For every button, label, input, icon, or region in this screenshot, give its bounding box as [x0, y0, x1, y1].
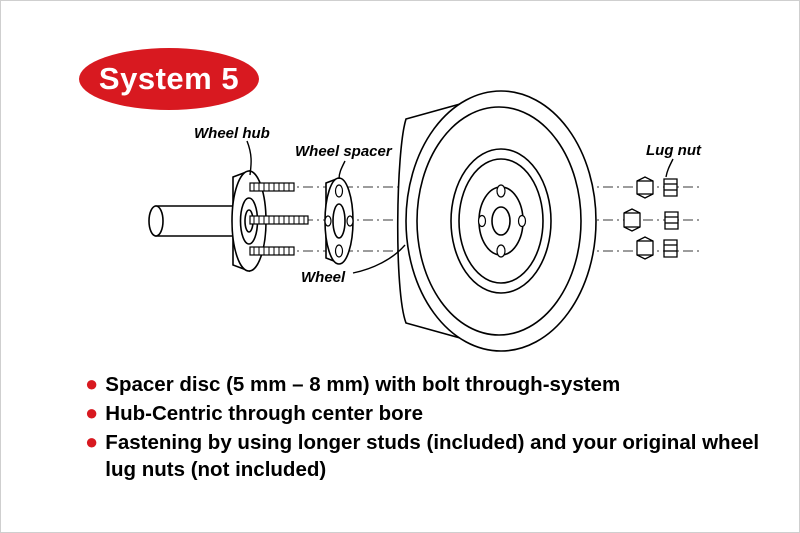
assembly-illustration [1, 1, 800, 361]
system-badge-label: System 5 [98, 61, 240, 96]
callout-wheel: Wheel [301, 269, 346, 286]
callout-wheel-hub: Wheel hub [194, 125, 270, 142]
axle-shaft [149, 206, 233, 236]
feature-text: Hub-Centric through center bore [105, 402, 424, 425]
lug-nuts [624, 177, 678, 259]
callout-lug-nut: Lug nut [646, 142, 701, 159]
list-item [85, 371, 765, 398]
bullet-dot-icon: ● [85, 429, 99, 454]
wheel [398, 91, 596, 351]
bullet-dot-icon: ● [85, 371, 99, 396]
list-item [85, 400, 765, 427]
feature-text: Spacer disc (5 mm – 8 mm) with bolt through-system [105, 373, 621, 396]
feature-text: Fastening by using longer studs (included) and your original wheel lug nuts (not included) [105, 431, 760, 481]
feature-list [85, 371, 765, 485]
bullet-dot-icon: ● [85, 400, 99, 425]
callout-wheel-spacer: Wheel spacer [295, 143, 392, 160]
list-item [85, 429, 765, 483]
